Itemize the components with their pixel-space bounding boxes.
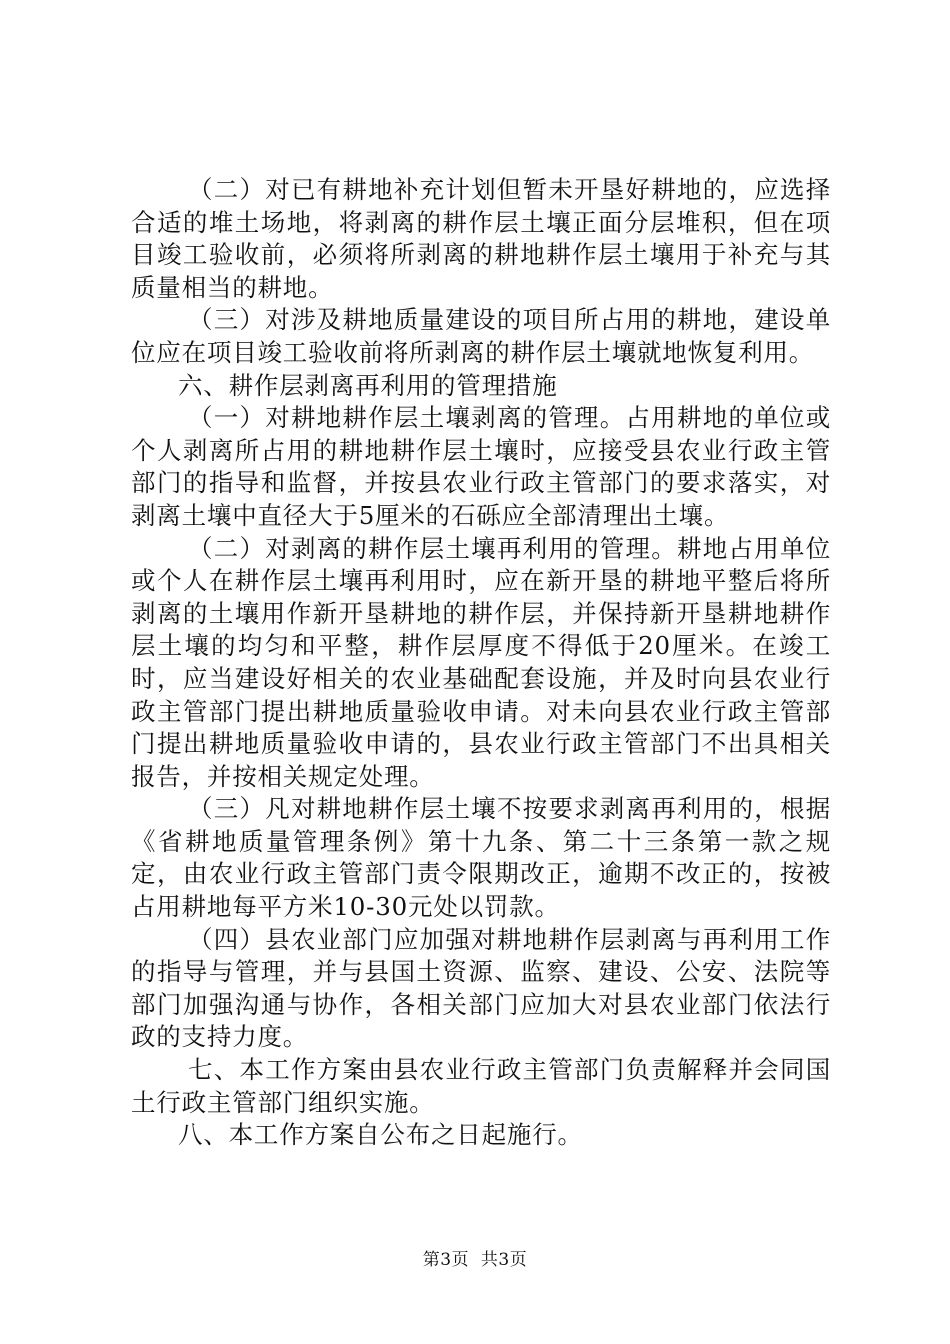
paragraph-6-1: （一）对耕地耕作层土壤剥离的管理。占用耕地的单位或个人剥离所占用的耕地耕作层土壤时，应接受县农业行政主管部门的指导和监督，并按县农业行政主管部门的要求落实，对剥离土壤中直径大于5厘米的石砾应全部清理出土壤。 bbox=[131, 403, 831, 530]
paragraph-6-2: （二）对剥离的耕作层土壤再利用的管理。耕地占用单位或个人在耕作层土壤再利用时，应在新开垦的耕地平整后将所剥离的土壤用作新开垦耕地的耕作层，并保持新开垦耕地耕作层土壤的均匀和平整，耕作层厚度不得低于20厘米。在竣工时，应当建设好相关的农业基础配套设施，并及时向县农业行政主管部门提出耕地质量验收申请。对未向县农业行政主管部门提出耕地质量验收申请的，县农业行政主管部门不出具相关报告，并按相关规定处理。 bbox=[131, 533, 831, 791]
page-footer: 第3页 共3页 bbox=[422, 1250, 528, 1270]
document-body bbox=[131, 174, 831, 1152]
paragraph-2-storage: （二）对已有耕地补充计划但暂未开垦好耕地的，应选择合适的堆土场地，将剥离的耕作层土壤正面分层堆积，但在项目竣工验收前，必须将所剥离的耕地耕作层土壤用于补充与其质量相当的耕地。 bbox=[131, 175, 831, 302]
section-7: 七、本工作方案由县农业行政主管部门负责解释并会同国土行政主管部门组织实施。 bbox=[131, 1055, 831, 1117]
section-heading-6: 六、耕作层剥离再利用的管理措施 bbox=[178, 370, 558, 400]
paragraph-6-3: （三）凡对耕地耕作层土壤不按要求剥离再利用的，根据《省耕地质量管理条例》第十九条、第二十三条第一款之规定，由农业行政主管部门责令限期改正，逾期不改正的，按被占用耕地每平方米10-30元处以罚款。 bbox=[131, 794, 831, 922]
section-8: 八、本工作方案自公布之日起施行。 bbox=[178, 1120, 583, 1150]
paragraph-3-restore: （三）对涉及耕地质量建设的项目所占用的耕地，建设单位应在项目竣工验收前将所剥离的耕作层土壤就地恢复利用。 bbox=[131, 305, 831, 367]
paragraph-6-4: （四）县农业部门应加强对耕地耕作层剥离与再利用工作的指导与管理，并与县国土资源、监察、建设、公安、法院等部门加强沟通与协作，各相关部门应加大对县农业部门依法行政的支持力度。 bbox=[131, 924, 831, 1052]
